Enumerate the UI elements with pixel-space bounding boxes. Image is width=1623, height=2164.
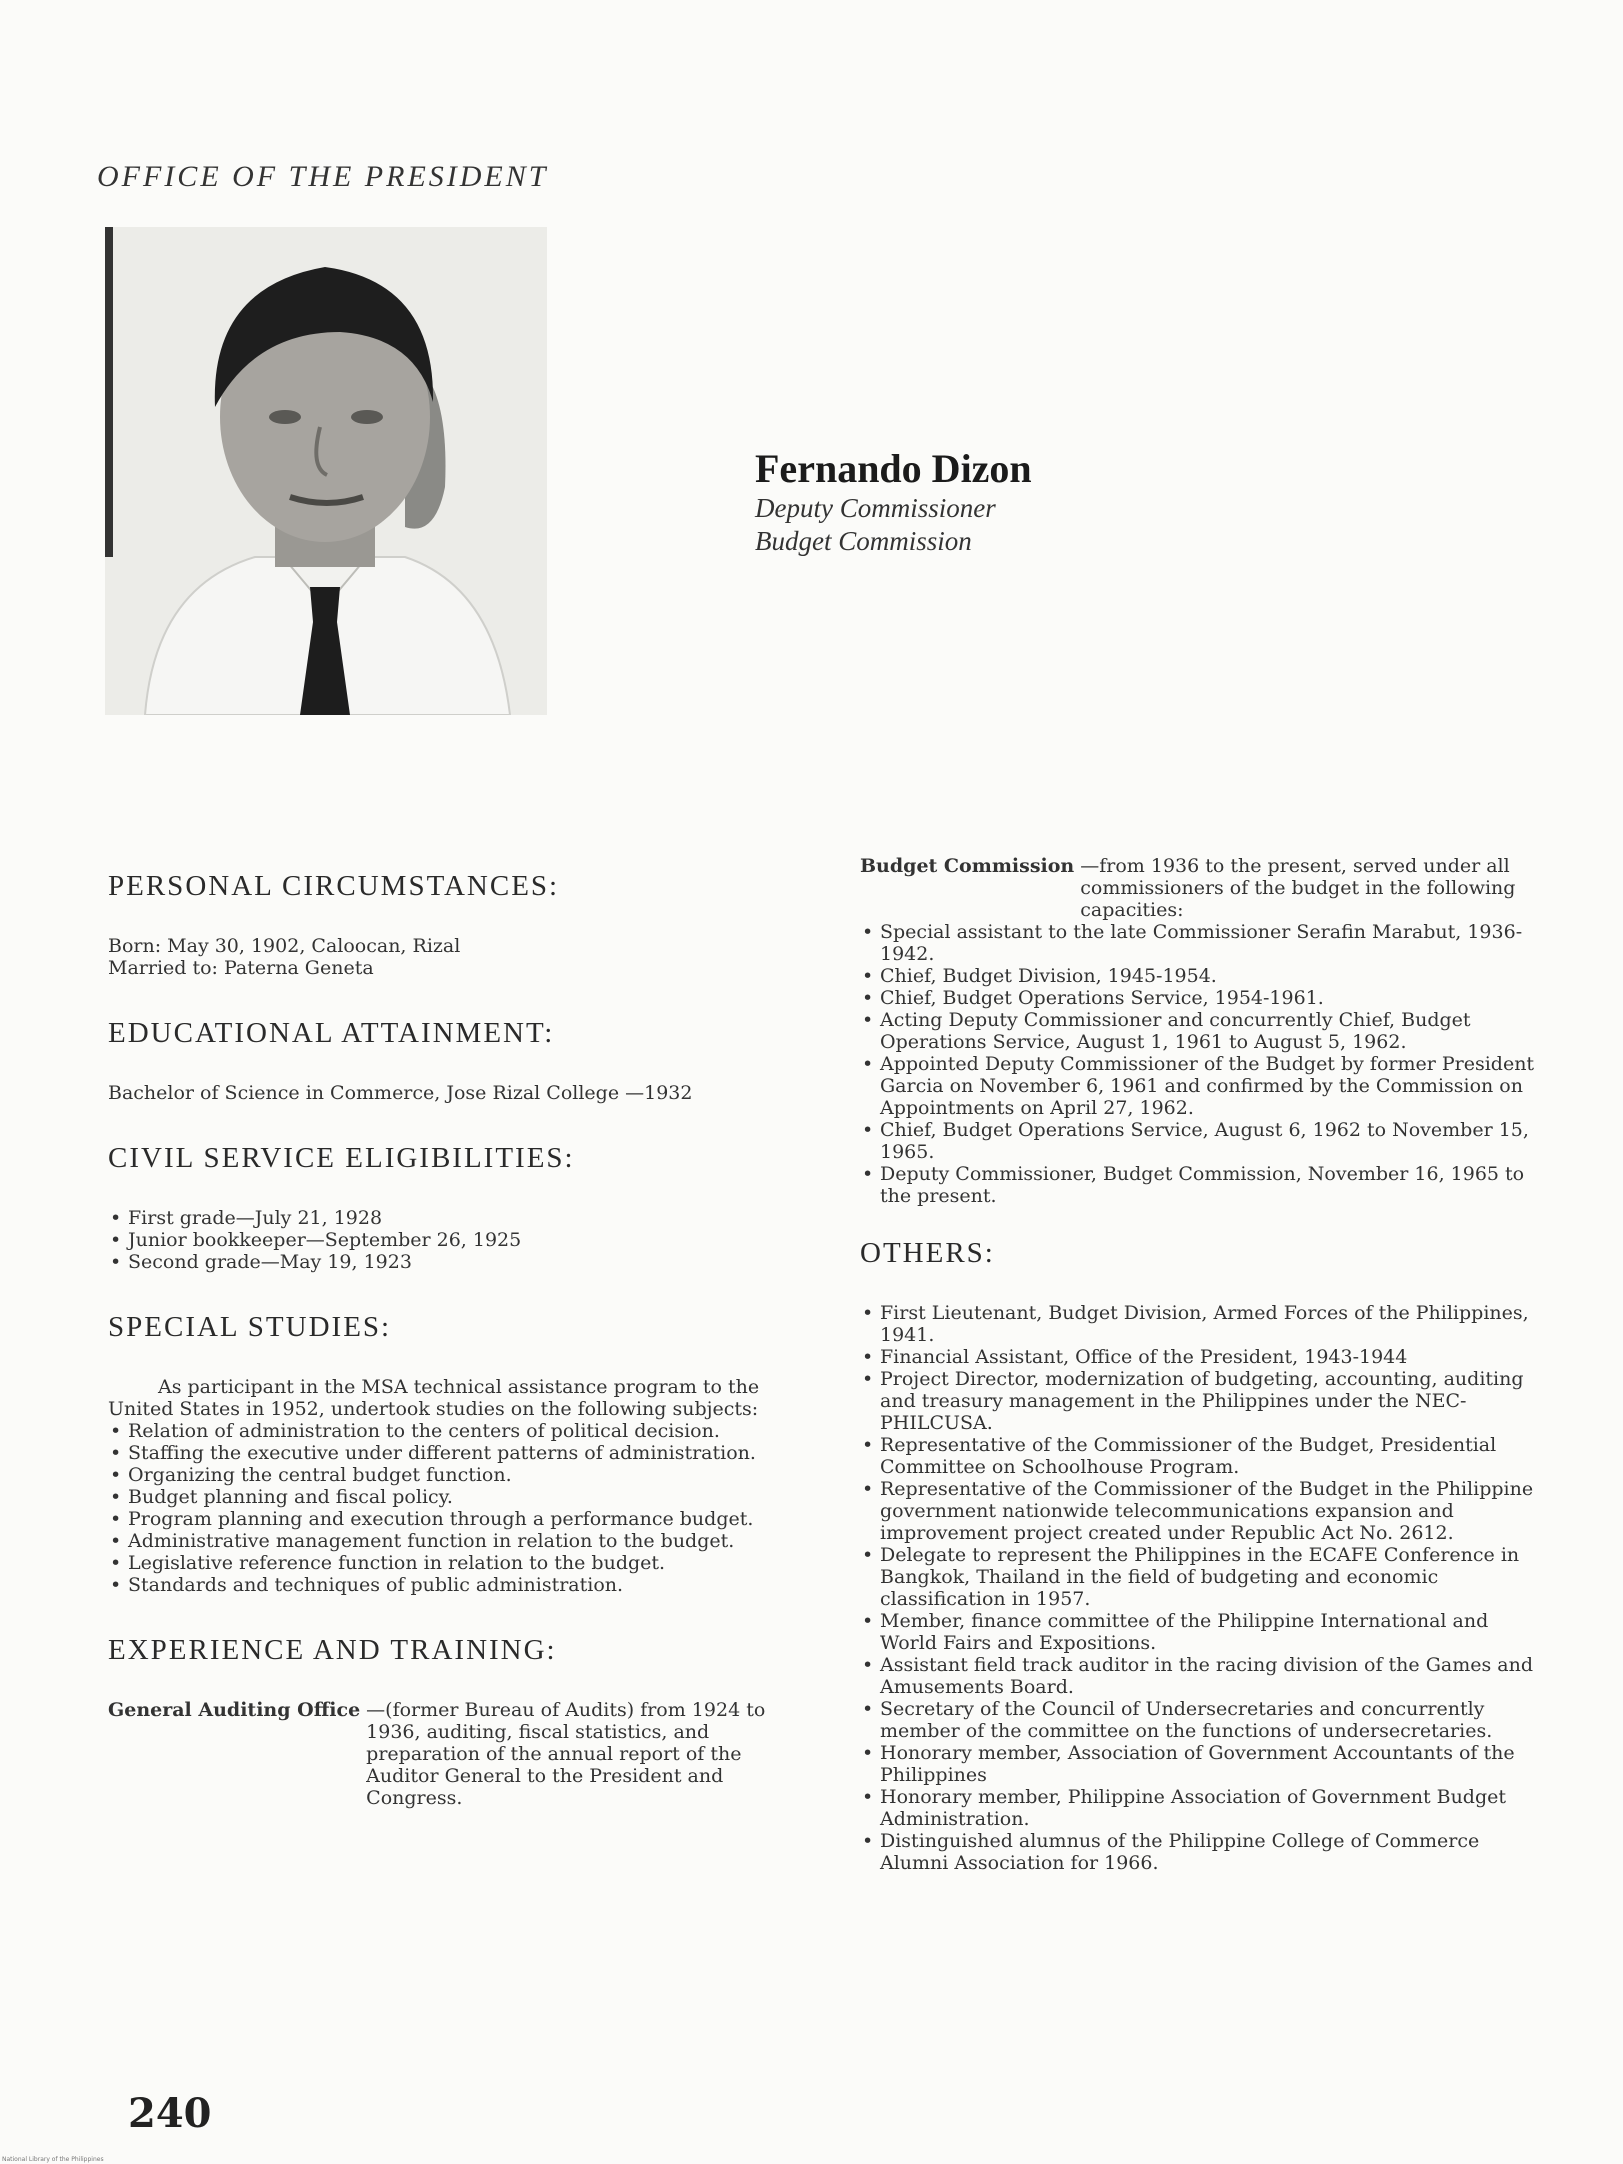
- budget-positions-list: [860, 921, 1545, 1207]
- list-item: • Administrative management function in relation to the budget.: [108, 1530, 808, 1552]
- budget-commission-entry: [860, 855, 1545, 1207]
- others-list: [860, 1302, 1545, 1874]
- list-item: • Honorary member, Association of Government Accountants of the Philippines: [860, 1742, 1545, 1786]
- profile-heading: [755, 445, 1032, 558]
- list-item: • Financial Assistant, Office of the President, 1943-1944: [860, 1346, 1545, 1368]
- list-item: • Project Director, modernization of budgeting, accounting, auditing and treasury management in the Philippines under the NEC-PHILCUSA.: [860, 1368, 1545, 1434]
- portrait-image: [105, 227, 547, 715]
- list-item: • Acting Deputy Commissioner and concurrently Chief, Budget Operations Service, August 1, 1961 to August 5, 1962.: [860, 1009, 1545, 1053]
- others-heading: OTHERS:: [860, 1237, 995, 1269]
- civil-service-heading: CIVIL SERVICE ELIGIBILITIES:: [108, 1142, 575, 1174]
- special-studies-section: [108, 1311, 808, 1596]
- list-item: • Chief, Budget Operations Service, 1954-1961.: [860, 987, 1545, 1009]
- list-item: • Appointed Deputy Commissioner of the Budget by former President Garcia on November 6, 1961 and confirmed by the Commission on Appointments on April 27, 1962.: [860, 1053, 1545, 1119]
- list-item: • Relation of administration to the centers of political decision.: [108, 1420, 808, 1442]
- page-number: 240: [128, 2090, 212, 2137]
- gao-entry: [108, 1699, 808, 1809]
- special-studies-list: [108, 1420, 808, 1596]
- list-item: • Representative of the Commissioner of the Budget, Presidential Committee on Schoolhouse Program.: [860, 1434, 1545, 1478]
- list-item: • Second grade—May 19, 1923: [108, 1251, 808, 1273]
- list-item: • Honorary member, Philippine Association of Government Budget Administration.: [860, 1786, 1545, 1830]
- budget-text: —from 1936 to the present, served under all commissioners of the budget in the following capacities:: [1080, 855, 1516, 921]
- budget-entry-header: [860, 855, 1545, 921]
- list-item: • First grade—July 21, 1928: [108, 1207, 808, 1229]
- list-item: • Secretary of the Council of Undersecretaries and concurrently member of the committee on the functions of undersecretaries.: [860, 1698, 1545, 1742]
- education-heading: EDUCATIONAL ATTAINMENT:: [108, 1017, 555, 1049]
- birth-info: Born: May 30, 1902, Caloocan, Rizal: [108, 935, 461, 957]
- list-item: • Legislative reference function in relation to the budget.: [108, 1552, 808, 1574]
- budget-org: Budget Commission: [860, 855, 1075, 877]
- portrait-photo: [105, 227, 547, 715]
- list-item: • Junior bookkeeper—September 26, 1925: [108, 1229, 808, 1251]
- list-item: • Staffing the executive under different patterns of administration.: [108, 1442, 808, 1464]
- position-title: Deputy Commissioner: [755, 493, 996, 523]
- agency-title: Budget Commission: [755, 526, 972, 556]
- list-item: • Representative of the Commissioner of the Budget in the Philippine government nationwide telecommunications expansion and improvement project created under Republic Act No. 2612.: [860, 1478, 1545, 1544]
- experience-section: [108, 1634, 808, 1809]
- special-studies-intro: As participant in the MSA technical assistance program to the United States in 1952, undertook studies on the following subjects:: [108, 1376, 760, 1420]
- others-section: [860, 1237, 1545, 1874]
- list-item: • Delegate to represent the Philippines in the ECAFE Conference in Bangkok, Thailand in the field of budgeting and economic classification in 1957.: [860, 1544, 1545, 1610]
- gao-text: —(former Bureau of Audits) from 1924 to 1936, auditing, fiscal statistics, and preparation of the annual report of the Auditor General to the President and Congress.: [366, 1699, 766, 1809]
- list-item: • Chief, Budget Division, 1945-1954.: [860, 965, 1545, 987]
- list-item: • Distinguished alumnus of the Philippine College of Commerce Alumni Association for 1966.: [860, 1830, 1545, 1874]
- list-item: • Chief, Budget Operations Service, August 6, 1962 to November 15, 1965.: [860, 1119, 1545, 1163]
- list-item: • Budget planning and fiscal policy.: [108, 1486, 808, 1508]
- experience-heading: EXPERIENCE AND TRAINING:: [108, 1634, 557, 1666]
- gao-org: General Auditing Office: [108, 1699, 361, 1721]
- list-item: • Member, finance committee of the Philippine International and World Fairs and Expositions.: [860, 1610, 1545, 1654]
- civil-service-section: [108, 1142, 808, 1273]
- personal-heading: PERSONAL CIRCUMSTANCES:: [108, 870, 560, 902]
- office-header: OFFICE OF THE PRESIDENT: [97, 160, 549, 193]
- left-column: [108, 870, 808, 1847]
- list-item: • Special assistant to the late Commissioner Serafin Marabut, 1936-1942.: [860, 921, 1545, 965]
- list-item: • Assistant field track auditor in the racing division of the Games and Amusements Board.: [860, 1654, 1545, 1698]
- civil-service-list: [108, 1207, 808, 1273]
- education-section: [108, 1017, 808, 1104]
- list-item: • Program planning and execution through a performance budget.: [108, 1508, 808, 1530]
- right-column: [860, 855, 1545, 1912]
- list-item: • Deputy Commissioner, Budget Commission, November 16, 1965 to the present.: [860, 1163, 1545, 1207]
- special-studies-heading: SPECIAL STUDIES:: [108, 1311, 392, 1343]
- degree-info: Bachelor of Science in Commerce, Jose Rizal College —1932: [108, 1082, 693, 1104]
- personal-section: [108, 870, 808, 979]
- footer-credit: National Library of the Philippines: [2, 2156, 104, 2163]
- list-item: • Organizing the central budget function.: [108, 1464, 808, 1486]
- list-item: • Standards and techniques of public administration.: [108, 1574, 808, 1596]
- list-item: • First Lieutenant, Budget Division, Armed Forces of the Philippines, 1941.: [860, 1302, 1545, 1346]
- marriage-info: Married to: Paterna Geneta: [108, 957, 374, 979]
- person-name: Fernando Dizon: [755, 446, 1032, 491]
